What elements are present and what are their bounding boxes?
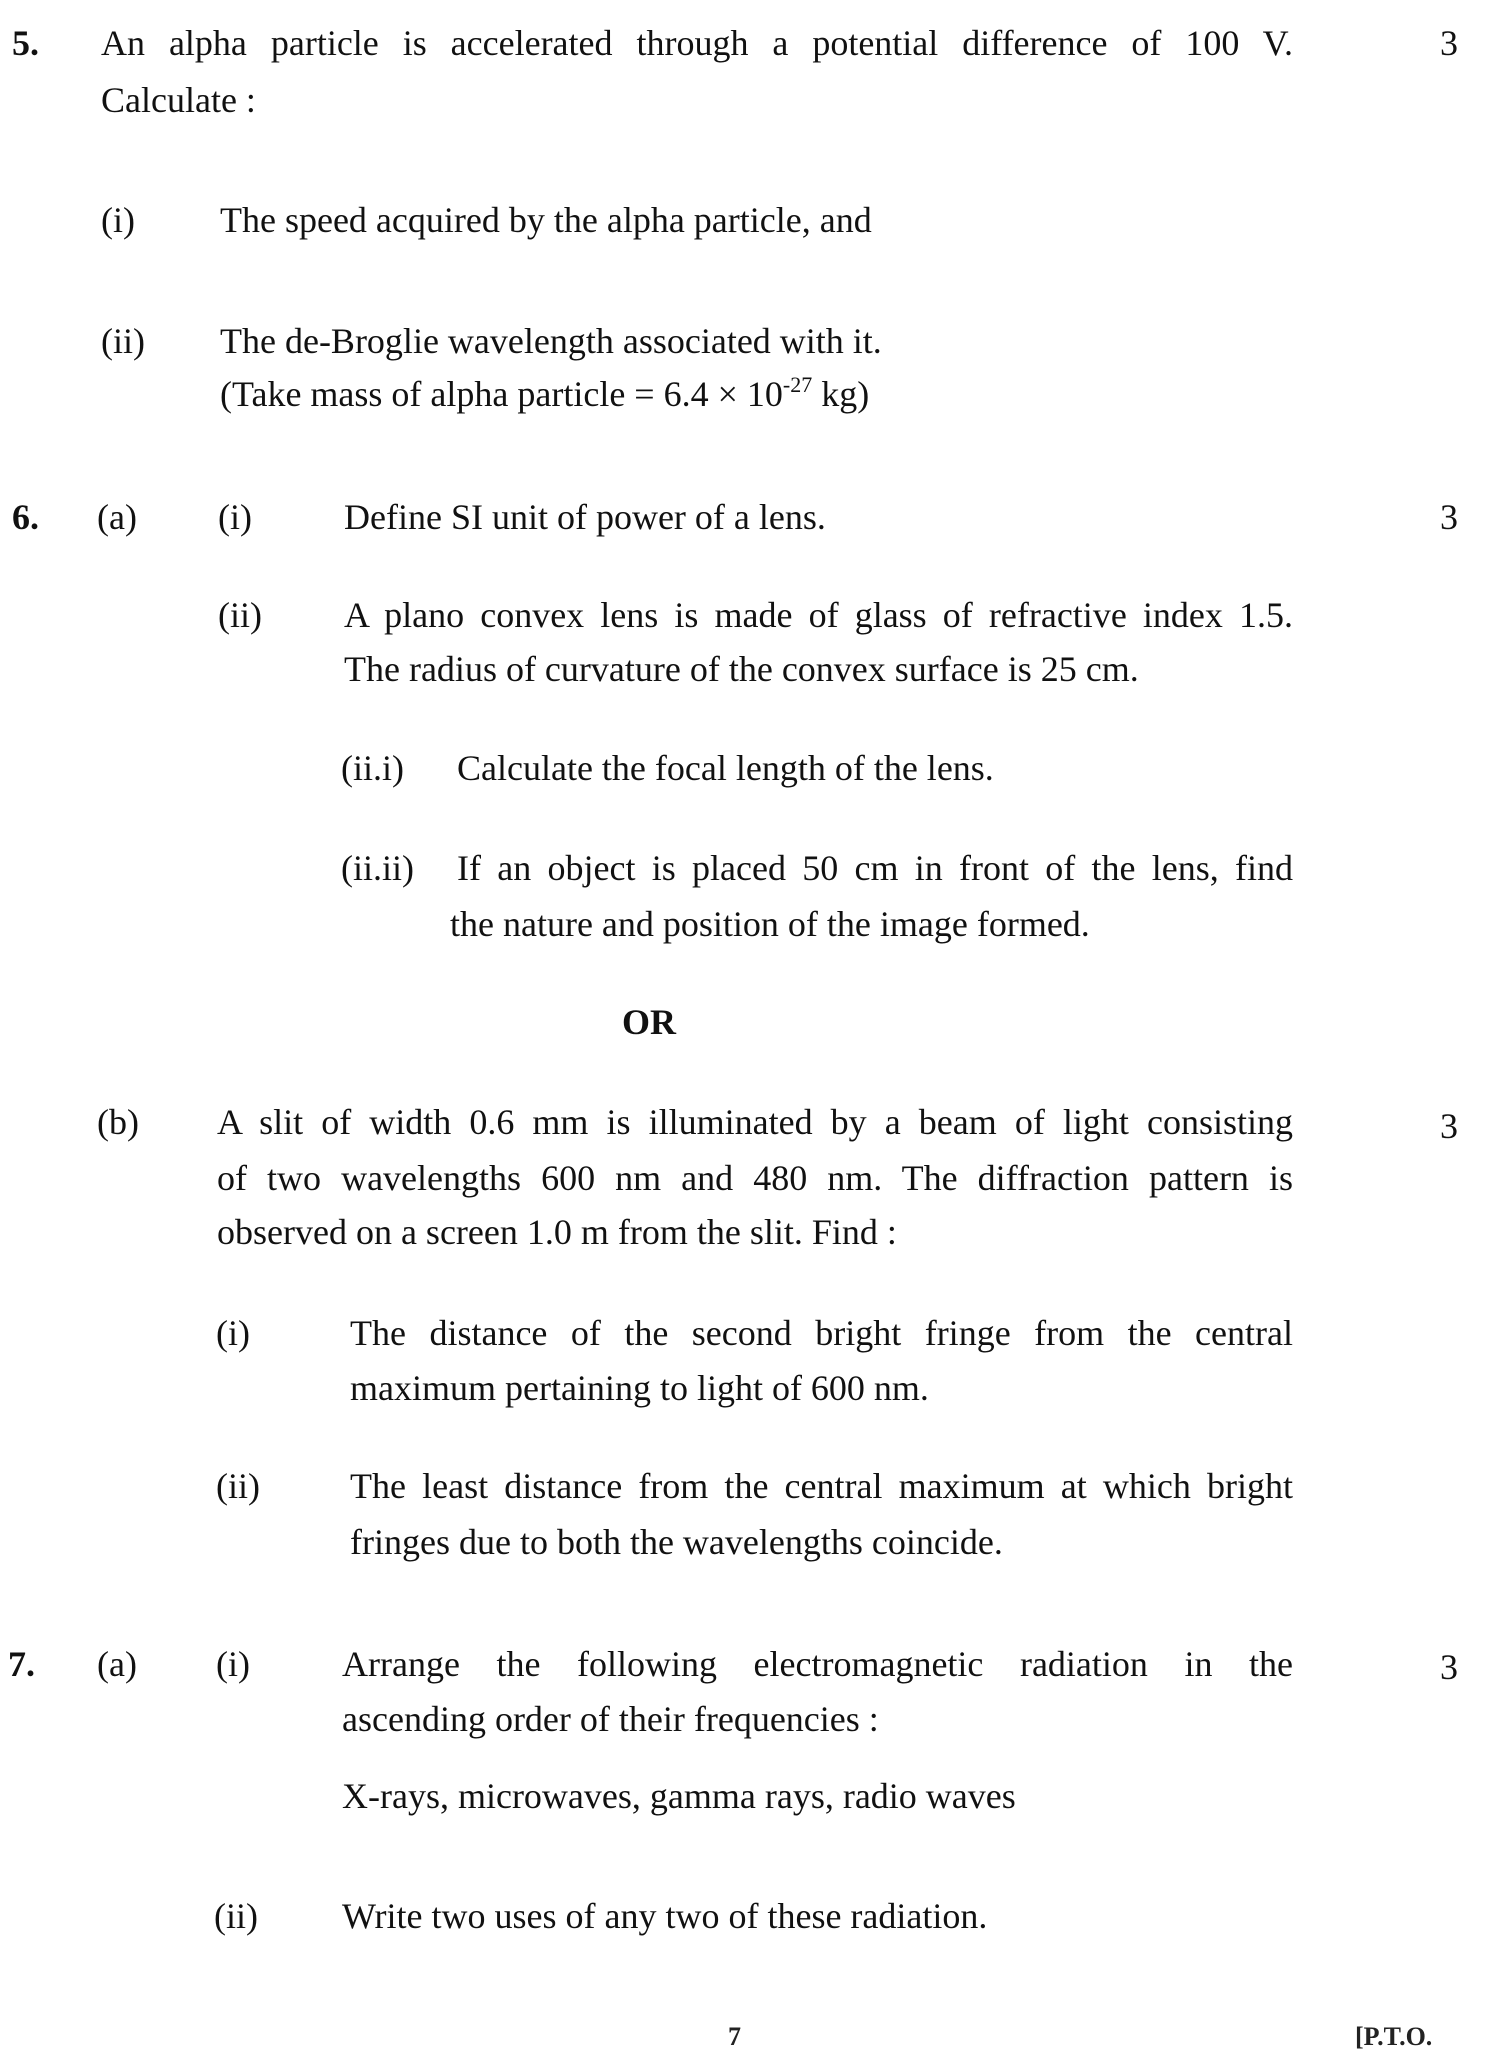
sub-text: A plano convex lens is made of glass of refractive index 1.5. (344, 595, 1293, 635)
sub-text: The speed acquired by the alpha particle, and (220, 200, 872, 240)
part-text: A slit of width 0.6 mm is illuminated by a beam of light consisting (217, 1102, 1293, 1142)
sub-text: The de-Broglie wavelength associated with it. (220, 321, 882, 361)
marks: 3 (1440, 23, 1458, 63)
sub-label: (ii) (216, 1466, 260, 1506)
sub-label: (i) (216, 1644, 250, 1684)
sub-text: Arrange the following electromagnetic radiation in the (342, 1644, 1293, 1684)
sub-label: (ii.ii) (341, 848, 414, 888)
note-text: (Take mass of alpha particle = 6.4 × 10 (220, 374, 783, 414)
sub-text: ascending order of their frequencies : (342, 1699, 879, 1739)
part-text: of two wavelengths 600 nm and 480 nm. The diffraction pattern is (217, 1158, 1293, 1198)
sub-label: (i) (218, 497, 252, 537)
sub-label: (ii) (214, 1896, 258, 1936)
question-number: 6. (12, 497, 39, 537)
exponent: -27 (782, 372, 813, 397)
question-number: 7. (8, 1644, 35, 1684)
sub-label: (ii.i) (341, 748, 404, 788)
marks: 3 (1440, 1647, 1458, 1687)
marks: 3 (1440, 1106, 1458, 1146)
part-text: observed on a screen 1.0 m from the slit. Find : (217, 1212, 897, 1252)
sub-text: maximum pertaining to light of 600 nm. (350, 1368, 929, 1408)
sub-text: The radius of curvature of the convex surface is 25 cm. (344, 649, 1139, 689)
page-number: 7 (728, 2022, 741, 2051)
pto-label: [P.T.O. (1355, 2022, 1433, 2051)
question-number: 5. (12, 23, 39, 63)
sub-text: The least distance from the central maximum at which bright (350, 1466, 1293, 1506)
or-separator: OR (622, 1002, 676, 1042)
sub-text: If an object is placed 50 cm in front of the lens, find (457, 848, 1293, 888)
sub-text: Define SI unit of power of a lens. (344, 497, 826, 537)
sub-label: (ii) (218, 595, 262, 635)
sub-text: Calculate the focal length of the lens. (457, 748, 994, 788)
part-label: (a) (97, 1644, 137, 1684)
sub-label: (i) (216, 1313, 250, 1353)
note-unit: kg) (812, 374, 870, 414)
given-note (220, 372, 869, 416)
question-text: An alpha particle is accelerated through a potential difference of 100 V. (101, 23, 1293, 63)
question-text: Calculate : (101, 80, 256, 120)
part-label: (b) (97, 1102, 139, 1142)
sub-label: (ii) (101, 321, 145, 361)
radiation-list: X-rays, microwaves, gamma rays, radio waves (342, 1776, 1016, 1816)
marks: 3 (1440, 497, 1458, 537)
sub-label: (i) (101, 200, 135, 240)
part-label: (a) (97, 497, 137, 537)
sub-text: the nature and position of the image formed. (450, 904, 1090, 944)
sub-text: The distance of the second bright fringe from the central (350, 1313, 1293, 1353)
sub-text: fringes due to both the wavelengths coincide. (350, 1522, 1003, 1562)
sub-text: Write two uses of any two of these radiation. (342, 1896, 988, 1936)
